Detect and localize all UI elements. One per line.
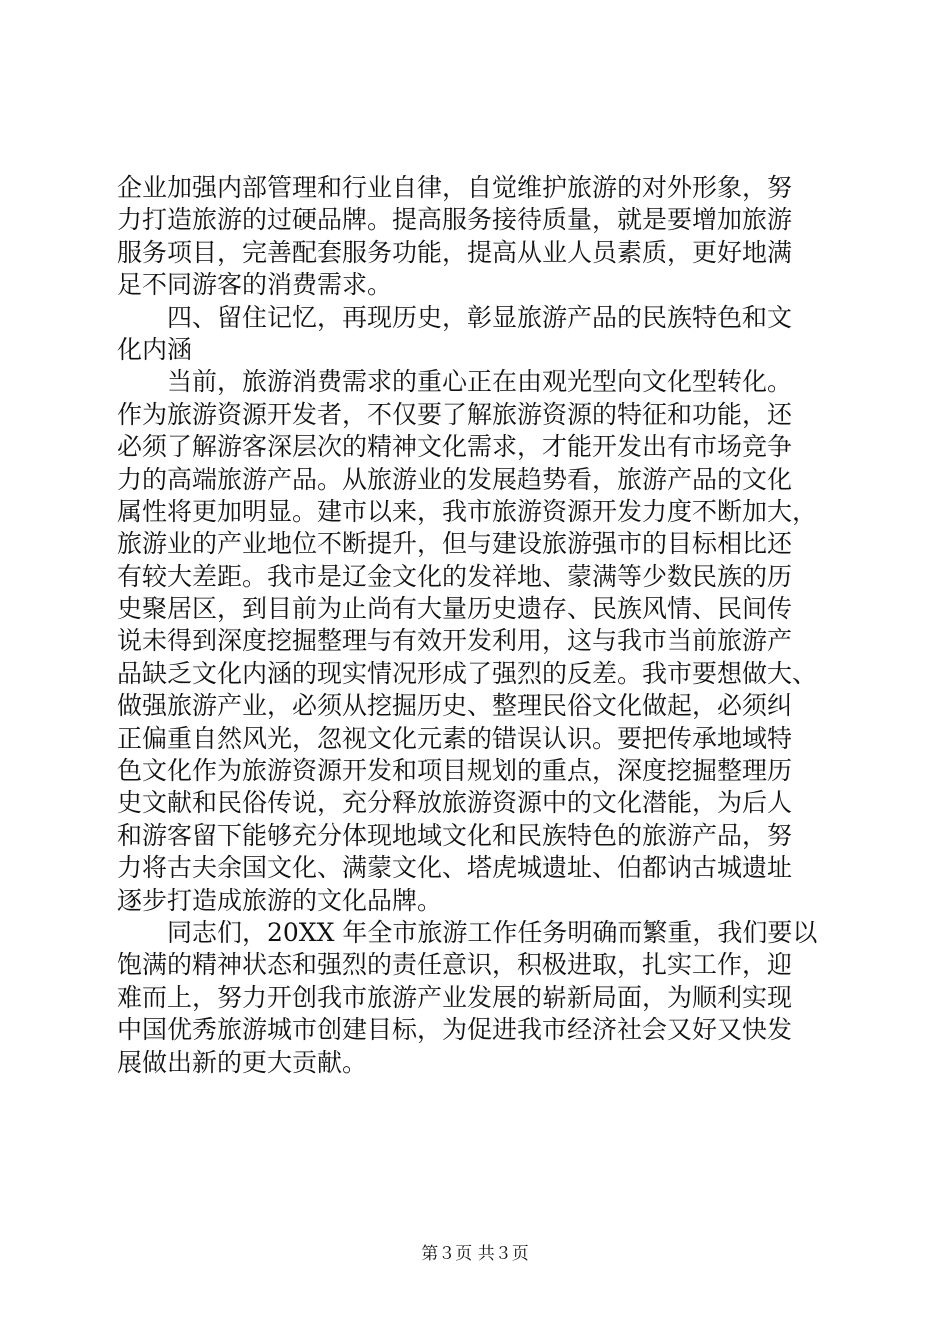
text-line: 化内涵 xyxy=(117,334,193,364)
page-footer: 第３页 共３页 xyxy=(421,1244,529,1264)
text-line: 饱满的精神状态和强烈的责任意识，积极进取，扎实工作，迎 xyxy=(117,950,793,980)
text-line: 当前，旅游消费需求的重心正在由观光型向文化型转化。 xyxy=(117,367,793,397)
text-line: 中国优秀旅游城市创建目标，为促进我市经济社会又好又快发 xyxy=(117,1015,793,1045)
text-line: 必须了解游客深层次的精神文化需求，才能开发出有市场竞争 xyxy=(117,432,793,462)
text-line: 同志们，20XX 年全市旅游工作任务明确而繁重，我们要以 xyxy=(117,917,818,947)
text-line: 说未得到深度挖掘整理与有效开发利用，这与我市当前旅游产 xyxy=(117,626,793,656)
text-line: 足不同游客的消费需求。 xyxy=(117,270,393,300)
text-line: 展做出新的更大贡献。 xyxy=(117,1047,368,1077)
text-line: 品缺乏文化内涵的现实情况形成了强烈的反差。我市要想做大、 xyxy=(117,658,818,688)
text-line: 做强旅游产业，必须从挖掘历史、整理民俗文化做起，必须纠 xyxy=(117,691,793,721)
text-line: 力的高端旅游产品。从旅游业的发展趋势看，旅游产品的文化 xyxy=(117,464,793,494)
text-line: 和游客留下能够充分体现地域文化和民族特色的旅游产品，努 xyxy=(117,820,793,850)
text-line: 难而上，努力开创我市旅游产业发展的崭新局面，为顺利实现 xyxy=(117,982,793,1012)
text-line: 四、留住记忆，再现历史，彰显旅游产品的民族特色和文 xyxy=(117,302,793,332)
text-line: 力将古夫余国文化、满蒙文化、塔虎城遗址、伯都讷古城遗址 xyxy=(117,853,793,883)
text-line: 色文化作为旅游资源开发和项目规划的重点，深度挖掘整理历 xyxy=(117,756,793,786)
text-line: 力打造旅游的过硬品牌。提高服务接待质量，就是要增加旅游 xyxy=(117,205,793,235)
text-line: 服务项目，完善配套服务功能，提高从业人员素质，更好地满 xyxy=(117,237,793,267)
text-line: 史文献和民俗传说，充分释放旅游资源中的文化潜能，为后人 xyxy=(117,788,793,818)
text-line: 史聚居区，到目前为止尚有大量历史遗存、民族风情、民间传 xyxy=(117,594,793,624)
text-line: 旅游业的产业地位不断提升，但与建设旅游强市的目标相比还 xyxy=(117,529,793,559)
text-line: 正偏重自然风光，忽视文化元素的错误认识。要把传承地域特 xyxy=(117,723,793,753)
text-line: 有较大差距。我市是辽金文化的发祥地、蒙满等少数民族的历 xyxy=(117,561,793,591)
text-line: 属性将更加明显。建市以来，我市旅游资源开发力度不断加大， xyxy=(117,496,818,526)
text-line: 逐步打造成旅游的文化品牌。 xyxy=(117,885,443,915)
text-line: 企业加强内部管理和行业自律，自觉维护旅游的对外形象，努 xyxy=(117,173,793,202)
text-line: 作为旅游资源开发者，不仅要了解旅游资源的特征和功能，还 xyxy=(117,399,793,429)
body-text xyxy=(117,172,837,1079)
